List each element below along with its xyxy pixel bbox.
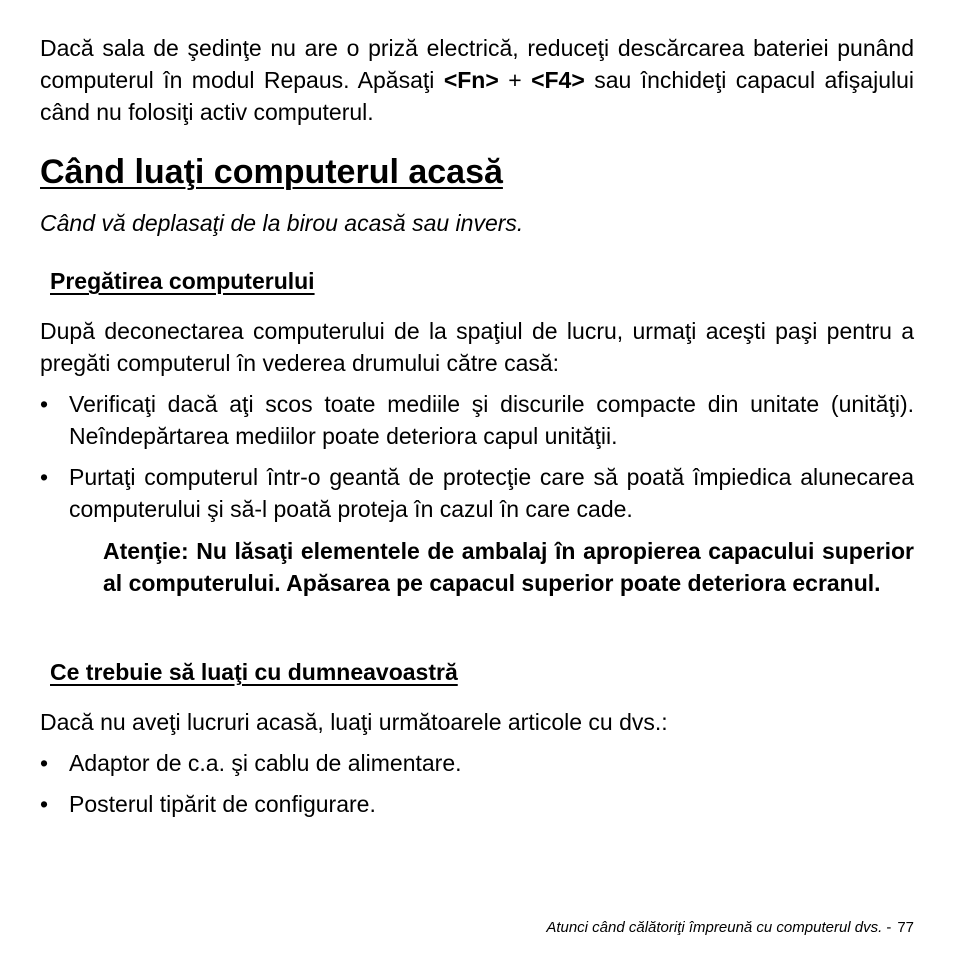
- prepare-intro: După deconectarea computerului de la spaţiul de lucru, urmaţi aceşti paşi pentru a pregăti computerul în vederea drumului către casă:: [40, 318, 914, 376]
- list-item-text: Purtaţi computerul într-o geantă de protecţie care să poată împiedica alunecarea computerului şi să-l poată proteja în cazul în care cade.: [69, 464, 914, 522]
- list-item: [40, 461, 914, 525]
- list-item-text: Verificaţi dacă aţi scos toate mediile şi discurile compacte din unitate (unităţi). Neîndepărtarea mediilor poate deteriora capul unităţii.: [69, 391, 914, 449]
- intro-text-part1: Dacă sala de şedinţe nu are o priză electrică, reduceţi descărcarea bateriei punând computerul în modul Repaus. Apăsaţi: [40, 35, 914, 93]
- warning-note: Atenţie: Nu lăsaţi elementele de ambalaj în apropierea capacului superior al computerului. Apăsarea pe capacul superior poate deteriora ecranul.: [103, 538, 914, 596]
- page-footer: [546, 918, 914, 938]
- take-heading: Ce trebuie să luaţi cu dumneavoastră: [50, 659, 458, 685]
- bullet-icon: •: [40, 464, 49, 490]
- plus-sign: +: [498, 67, 532, 93]
- footer-separator: -: [886, 919, 892, 936]
- bullet-icon: •: [40, 791, 49, 817]
- list-item-text: Adaptor de c.a. şi cablu de alimentare.: [69, 750, 462, 776]
- f4-key: <F4>: [531, 67, 585, 93]
- fn-key: <Fn>: [443, 67, 499, 93]
- bullet-icon: •: [40, 391, 49, 417]
- footer-title: Atunci când călătoriţi împreună cu computerul dvs.: [546, 919, 883, 936]
- list-item: [40, 788, 914, 820]
- list-item: [40, 747, 914, 779]
- list-item-text: Posterul tipărit de configurare.: [69, 791, 376, 817]
- page-number: 77: [897, 919, 914, 936]
- intro-paragraph: [40, 32, 914, 128]
- list-item: [40, 388, 914, 452]
- bullet-icon: •: [40, 750, 49, 776]
- section-title: Când luaţi computerul acasă: [40, 153, 503, 191]
- prepare-heading: Pregătirea computerului: [50, 268, 315, 294]
- section-subtitle: Când vă deplasaţi de la birou acasă sau invers.: [40, 210, 524, 236]
- intro-text-part2: sau închideţi capacul afişajului când nu folosiţi activ computerul.: [40, 67, 914, 125]
- take-intro: Dacă nu aveţi lucruri acasă, luaţi următoarele articole cu dvs.:: [40, 709, 668, 735]
